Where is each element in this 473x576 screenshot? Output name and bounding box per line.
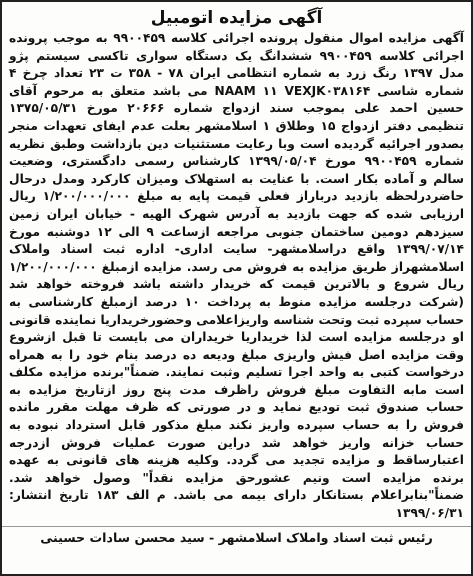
notice-body: آگهی مزایده اموال منقول پرونده اجرائی کلاسه ۹۹۰۰۴۵۹ به موجب پرونده اجرائی کلاسه ۹۹۰۰۴۵۹ ششدانگ یک دستگاه سواری تاکسی سیستم پژو مدل ۱۳۹۷ رنگ زرد به شماره انتظامی ایران ۷۸ - ۳۵۸ ت ۲۳ تعداد چرخ ۴ شماره شاسی NAAM ۱۱ VEXJK۰۳۸۱۶۴ می باشد متعلق به مرحوم آقای حسین احمد علی بموجب سند ازدواج شماره ۲۰۶۶۶ مورخ ۱۳۷۵/۰۵/۳۱ تنظیمی دفتر ازدواج ۱۵ وطلاق ۱ اسلامشهر بعلت عدم ایفای تعهدات منجر بصدور اجرائیه گردیده است وبا رعایت مستثنیات دین بازداشت وطبق نظریه شماره ۹۹۰۰۴۵۹ مورخ ۱۳۹۹/۰۵/۰۴ کارشناس رسمی دادگستری، وضعیت سالم و آماده بکار است. با عنایت به استهلاک ومیزان کارکرد ومدل درحال حاضردرلحظه بازدید درباراز فعلی قیمت پایه به مبلغ ۱/۲۰۰/۰۰۰/۰۰۰ ریال ارزیابی شده که جهت بازدید به آدرس شهرک الهیه - خیابان ایران زمین سیزدهم دومین ساختمان جنوبی مراجعه ازساعت ۹ الی ۱۲ دوشنبه مورخ ۱۳۹۹/۰۷/۱۴ واقع دراسلامشهر- سایت اداری- اداره ثبت اسناد واملاک اسلامشهراز طریق مزایده به فروش می رسد. مزایده ازمبلغ ۱/۲۰۰/۰۰۰/۰۰۰ ریال شروع و بالاترین قیمت که خریدار داشته باشد فروخته خواهد شد (شرکت درجلسه مزایده منوط به پرداخت ۱۰ درصد ازمبلغ کارشناسی به حساب سپرده ثبت وتحت شناسه واریزاعلامی وحضورخریداریا نماینده قانونی او درجلسه مزایده است لذا خریداریا خریداران می بایست تا قبل ازشروع وقت مزایده اصل فیش واریزی مبلغ ودیعه ده درصد بنام خود را به همراه درخواست کتبی به واحد اجرا تسلیم وثبت نمایند. ضمناً"برنده مزایده مکلف است مابه التفاوت مبلغ فروش راظرف مدت پنج روز ازتاریخ مزایده به حساب صندوق ثبت تودیع نماید و در صورتی که ظرف مهلت مقرر مانده فروش را به حساب سپرده واریز نکند مبلغ مذکور قابل استرداد نبوده به حساب خزانه واریز خواهد شد دراین صورت عملیات فروش ازدرجه اعتبارساقط و مزایده تجدید می گردد. وکلیه هزینه های قانونی به عهده برنده مزایده است ونیم عشورحق مزایده نقداً" وصول خواهد شد. ضمناً"بنابراعلام بستانکار دارای بیمه می باشد. م الف ۱۸۳ تاریخ انتشار: ۱۳۹۹/۰۶/۳۱ bbox=[9, 31, 465, 521]
notice-title: آگهی مزایده اتومبیل bbox=[150, 8, 323, 28]
notice-signature: رئیس ثبت اسناد واملاک اسلامشهر - سید محسن سادات حسینی bbox=[2, 526, 471, 545]
